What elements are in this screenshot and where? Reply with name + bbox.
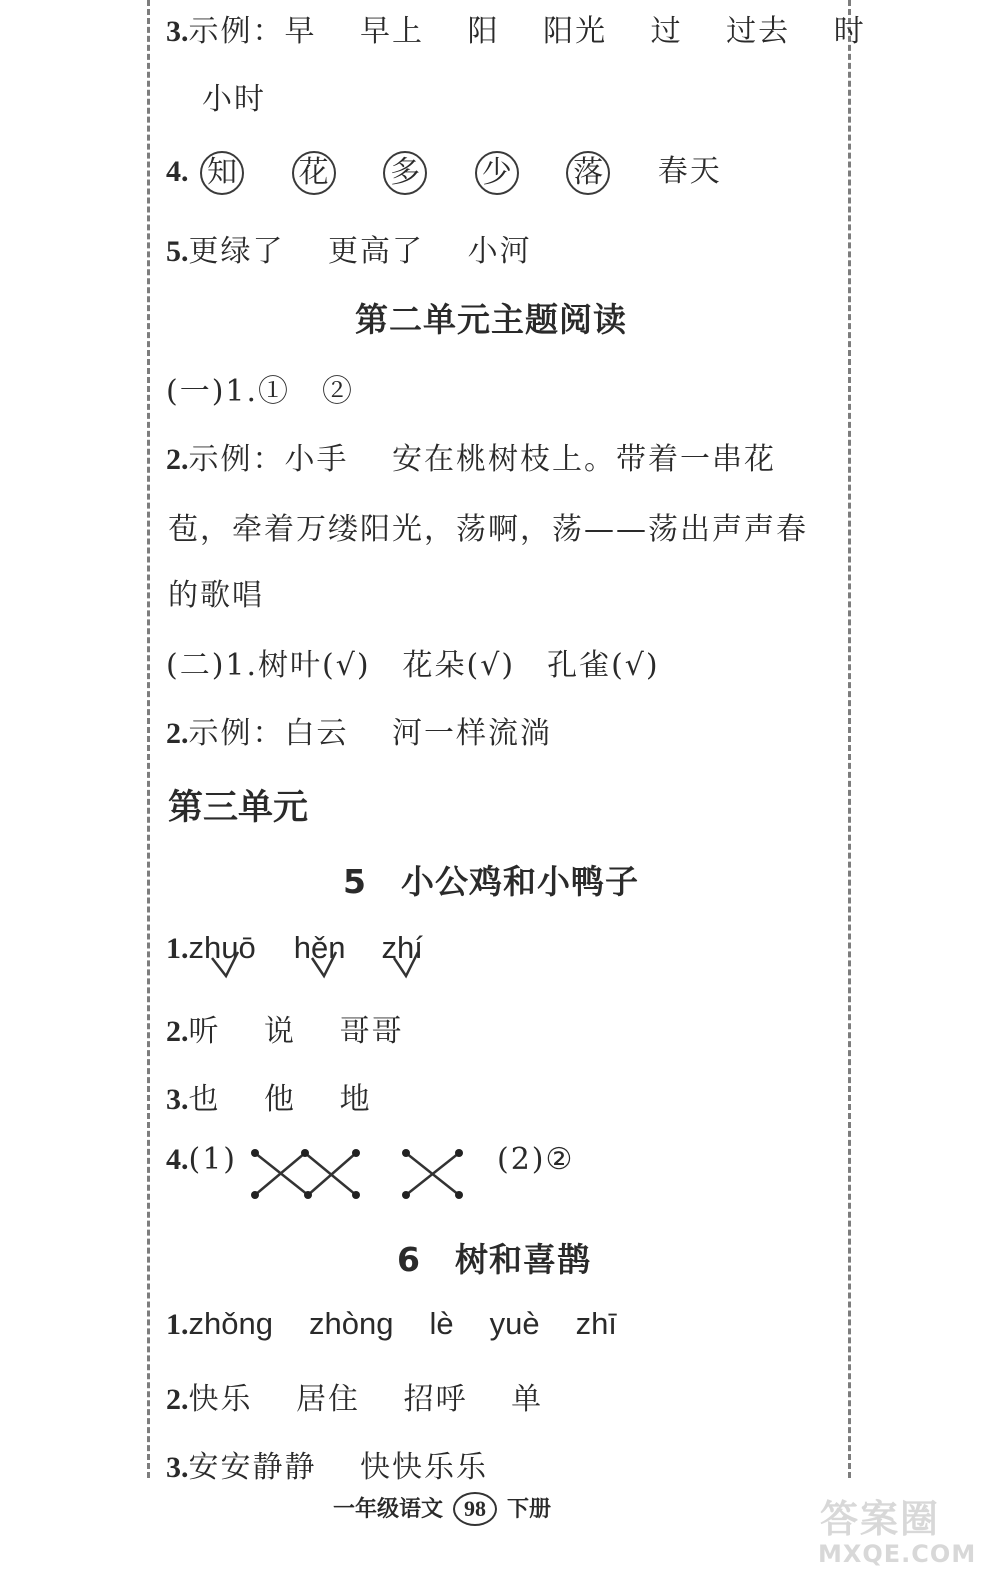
pinyin-option: zhǒng <box>188 1306 273 1341</box>
answer-text: 安安静静 快快乐乐 <box>188 1450 489 1485</box>
pinyin-option: hěn <box>293 930 346 965</box>
item-number: 5. <box>166 235 189 268</box>
item-number: 3. <box>166 1451 189 1484</box>
item-number: 4. <box>166 155 189 188</box>
answer-text: (1) <box>188 1142 237 1177</box>
answer-text: 示例：小手 安在桃树枝上。带着一串花 <box>188 442 777 477</box>
checkmark-icon <box>312 952 336 976</box>
unit-heading: 第三单元 <box>168 788 309 828</box>
pinyin-option: yuè <box>489 1306 540 1341</box>
answer-text: 听 说 哥哥 <box>188 1014 404 1049</box>
item-number: 4. <box>166 1143 189 1176</box>
answer-text: 快乐 居住 招呼 单 <box>188 1382 544 1417</box>
answer-line: (一)1.① ② <box>166 374 355 409</box>
answer-text: 示例：白云 河一样流淌 <box>188 716 553 751</box>
footer-volume: 下册 <box>507 1497 552 1522</box>
pinyin-option: zhòng <box>308 1306 394 1341</box>
item-number: 3. <box>166 15 189 48</box>
lesson-heading: 6 树和喜鹊 <box>397 1240 591 1279</box>
lesson-heading: 5 小公鸡和小鸭子 <box>343 862 639 901</box>
answer-text: 春天 <box>657 154 722 189</box>
item-number: 2. <box>166 717 189 750</box>
circled-char: 落 <box>566 151 610 195</box>
watermark-text: 答案圈 <box>820 1497 941 1541</box>
answer-text: 小时 <box>202 82 266 117</box>
item-number: 2. <box>166 1383 189 1416</box>
answer-text: 也 他 地 <box>188 1082 372 1117</box>
watermark <box>812 1488 992 1578</box>
page-footer <box>333 1492 551 1526</box>
answer-line: (2)② <box>497 1142 575 1177</box>
item-number: 3. <box>166 1083 189 1116</box>
circled-char: 知 <box>200 151 244 195</box>
answer-line: 的歌唱 <box>168 578 264 613</box>
checkmark-icon <box>394 952 418 976</box>
answer-text: 更绿了 更高了 小河 <box>188 234 532 269</box>
footer-grade: 一年级语文 <box>333 1497 444 1522</box>
pinyin-option: lè <box>429 1306 454 1341</box>
answer-line: 苞，牵着万缕阳光，荡啊，荡——荡出声声春 <box>168 512 808 547</box>
section-heading: 第二单元主题阅读 <box>355 300 627 339</box>
item-number: 2. <box>166 443 189 476</box>
answer-text: 示例：早 早上 阳 阳光 过 过去 时 <box>188 14 866 49</box>
pinyin-option: zhī <box>575 1306 617 1341</box>
answer-line: (二)1.树叶(√) 花朵(√) 孔雀(√) <box>166 648 660 683</box>
item-number: 2. <box>166 1015 189 1048</box>
check-marks <box>212 952 418 976</box>
pinyin-option: zhuō <box>188 930 256 965</box>
watermark-url: MXQE.COM <box>818 1540 977 1568</box>
item-number: 1. <box>166 1308 189 1341</box>
matching-lines <box>255 1153 459 1195</box>
pinyin-option: zhí <box>381 930 423 965</box>
circled-char: 花 <box>292 151 336 195</box>
circled-char: 多 <box>383 151 427 195</box>
circled-char: 少 <box>475 151 519 195</box>
checkmark-icon <box>212 952 238 976</box>
page-number: 98 <box>453 1492 497 1526</box>
item-number: 1. <box>166 932 189 965</box>
